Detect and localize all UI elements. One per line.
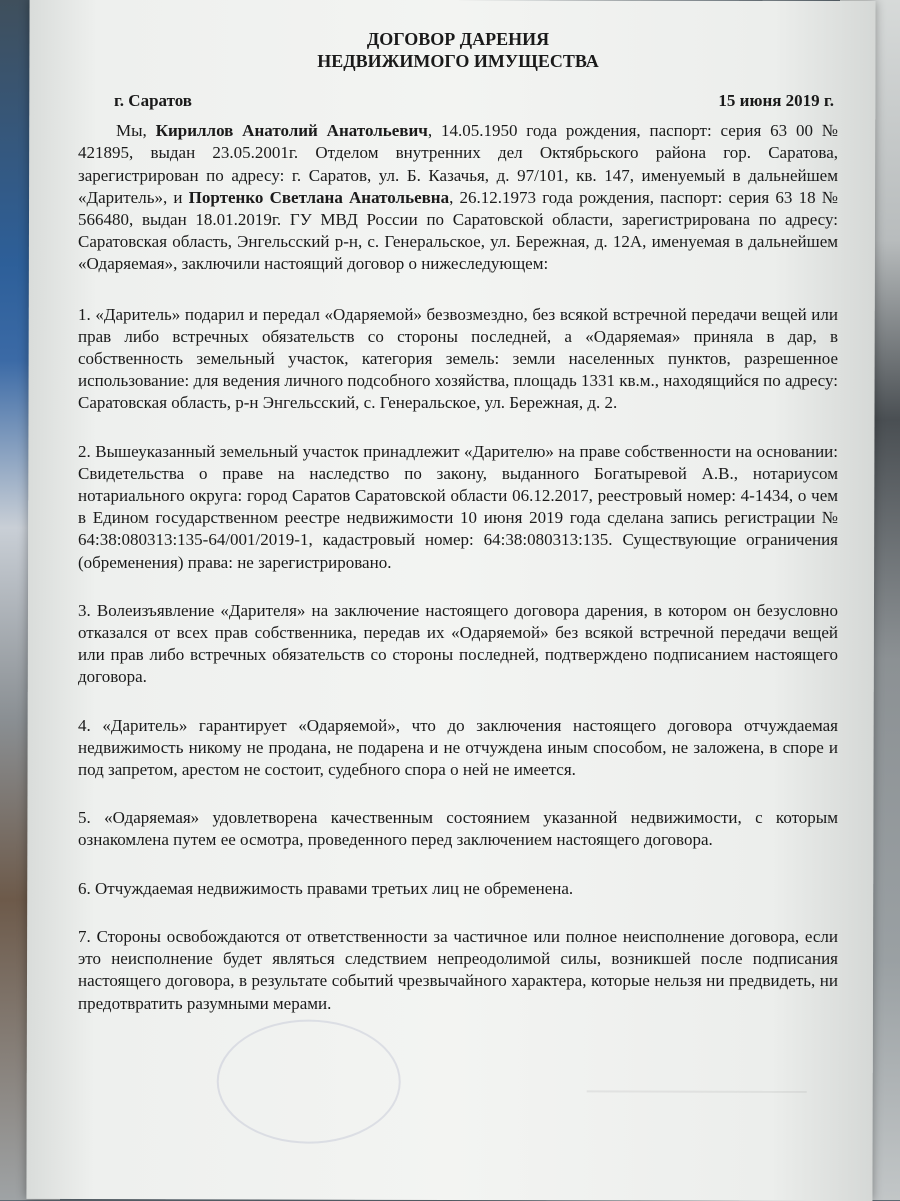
donor-name: Кириллов Анатолий Анатольевич (155, 121, 428, 141)
intro-text-3: , 26.12.1973 года рождения, паспорт: серия 63 18 № 566480, выдан 18.01.2019г. ГУ МВД России по Саратовской области, зарегистрирована по адресу: Саратовская область, Энгельсский р-н, с. Генеральское, ул. Бережная, д. 12А, именуемая в дальнейшем «Одаряемая», заключили настоящий договор о нижеследующем: (78, 187, 839, 274)
title-line-1: ДОГОВОР ДАРЕНИЯ (366, 29, 550, 49)
donee-name: Портенко Светлана Анатольевна (188, 187, 450, 207)
clause-2: 2. Вышеуказанный земельный участок принадлежит «Дарителю» на праве собственности на основании: Свидетельства о праве на наследство по закону, выданного Богатыревой А.В., нотариусом нотариального округа: город Саратов Саратовской области 06.12.2017, реестровый номер: 4-1434, о чем в Едином государственном реестре недвижимости 10 июня 2019 года сделана запись регистрации № 64:38:080313:135-64/001/2019-1, кадастровый номер: 64:38:080313:135. Существующие ограничения (обременения) права: не зарегистрировано. (78, 441, 838, 572)
place-date-row (78, 90, 838, 112)
document-title (78, 28, 838, 72)
clause-7: 7. Стороны освобождаются от ответственности за частичное или полное неисполнение договора, если это неисполнение будет являться следствием непреодолимой силы, возникшей после подписания настоящего договора, в результате событий чрезвычайного характера, которые нельзя ни предвидеть, ни предотвратить разумными мерами. (78, 926, 838, 1013)
intro-text-1: Мы, (116, 121, 156, 141)
clause-6: 6. Отчуждаемая недвижимость правами третьих лиц не обременена. (78, 878, 574, 898)
clause-1: 1. «Даритель» подарил и передал «Одаряемой» безвозмездно, без всякой встречной передачи вещей или прав либо встречных обязательств со стороны последней, а «Одаряемая» приняла в дар, в собственность земельный участок, категория земель: земли населенных пунктов, разрешенное использование: для ведения личного подсобного хозяйства, площадь 1331 кв.м., находящийся по адресу: Саратовская область, р-н Энгельсский, с. Генеральское, ул. Бережная, д. 2. (78, 304, 838, 413)
intro-paragraph (78, 120, 838, 275)
title-line-2: НЕДВИЖИМОГО ИМУЩЕСТВА (317, 51, 599, 71)
clause-3: 3. Волеизъявление «Дарителя» на заключение настоящего договора дарения, в котором он безусловно отказался от всех прав собственника, передав их «Одаряемой» без всякой встречной передачи вещей или прав либо встречных обязательств со стороны последней, подтверждено подписанием настоящего договора. (78, 600, 838, 687)
clause-5: 5. «Одаряемая» удовлетворена качественным состоянием указанной недвижимости, с которым ознакомлена путем ее осмотра, проведенного перед заключением настоящего договора. (78, 808, 838, 850)
clause-4: 4. «Даритель» гарантирует «Одаряемой», что до заключения настоящего договора отчуждаемая недвижимость никому не продана, не подарена и не отчуждена иным способом, не заложена, в споре и под запретом, арестом не состоит, судебного спора о ней не имеется. (78, 715, 838, 780)
place: г. Саратов (114, 91, 192, 110)
intro-text-2: , 14.05.1950 года рождения, паспорт: серия 63 00 № 421895, выдан 23.05.2001г. Отделом внутренних дел Октябрьского района гор. Саратова, зарегистрирован по адресу: г. Саратов, ул. Б. Казачья, д. 97/101, кв. 147, именуемый в дальнейшем «Даритель», и (78, 121, 838, 207)
faint-show-through-line (587, 1090, 807, 1093)
date: 15 июня 2019 г. (718, 91, 834, 110)
contract-document (78, 28, 838, 1041)
